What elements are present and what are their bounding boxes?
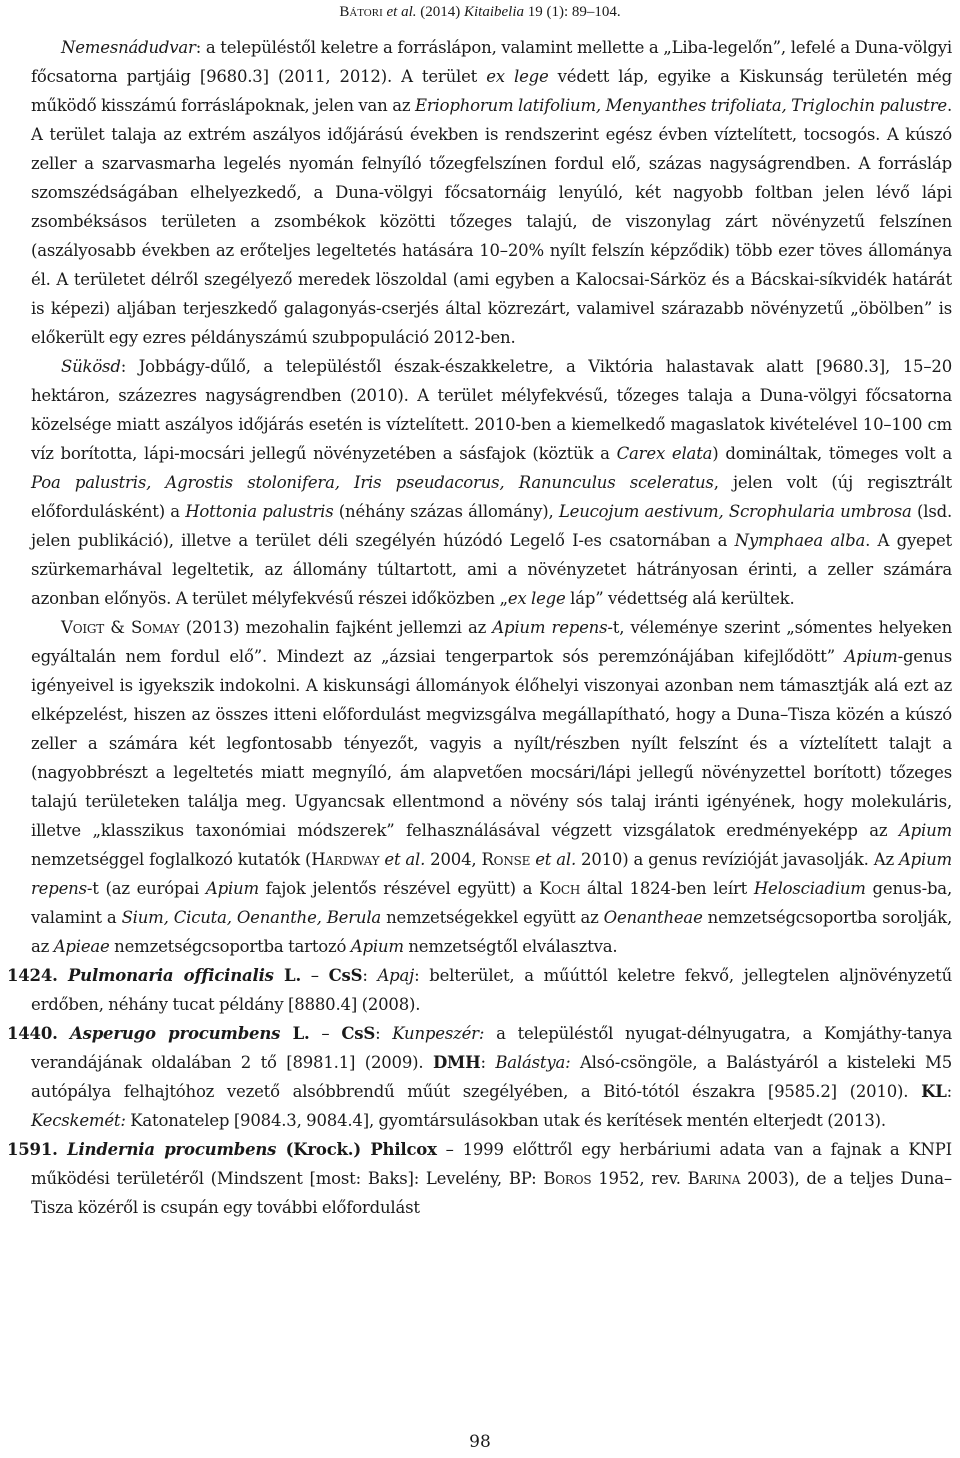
text-run: a településtől nyugat-délnyugatra, a Komjáthy-tanya verandájának oldalában 2 tő [8981.1] (2009). bbox=[31, 1024, 952, 1072]
text-run: nemzetségcsoportba tartozó bbox=[109, 937, 351, 956]
text-run: nemzetséggel foglalkozó kutatók ( bbox=[31, 850, 312, 869]
text-run: – bbox=[309, 1024, 342, 1043]
entry-number: 1440. bbox=[7, 1024, 71, 1043]
region-code: DMH bbox=[432, 1053, 481, 1072]
text-run: 2010) a genus revízióját javasolják. Az bbox=[576, 850, 899, 869]
text-run: Alsó-csöngöle, a Balástyáról a kisteleki M5 autópálya felhajtóhoz vezető alsóbbrendű műút szegélyében, a Bitó-tótól északra [9585.2] (2010). bbox=[31, 1053, 952, 1101]
body-text bbox=[7, 33, 953, 1222]
text-run: : bbox=[480, 1053, 496, 1072]
text-run: : bbox=[362, 966, 378, 985]
text-run: -genus igényeivel is igyekszik indokolni. A kiskunsági állományok élőhelyi viszonyai azonban nem támasztják alá ezt az elképzelést, hiszen az összes itteni előfordulást megvizsgálva megállapítható, hogy a Duna–Tisza közén a kúszó zeller a számára két legfontosabb tényezőt, vagyis a nyílt/részben nyílt felszínt és a víztelített talajt a (nagyobbrészt a legeltetés miatt megnyíló, ám alapvetően mocsári/lápi jellegű növényzettel borított) tőzeges talajú területeken találja meg. Ugyancsak ellentmond a növény sós talaj iránti igényének, hogy molekuláris, illetve „klasszikus taxonómiai módszerek” felhasználásával végzett vizsgálatok eredményeképp az bbox=[31, 647, 952, 840]
locality-name: Apaj bbox=[377, 966, 415, 985]
text-run: (lsd. jelen publikáció), illetve a terület déli szegélyén húzódó Legelő I-es csatornában a bbox=[31, 502, 952, 550]
latin-term: ex lege bbox=[486, 67, 549, 86]
locality-name: Balástya: bbox=[495, 1053, 571, 1072]
header-etal: et al. bbox=[382, 4, 417, 20]
text-run: . A terület talaja az extrém aszályos időjárású években is rendszerint egész évben víztelített, tocsogós. A kúszó zeller a szarvasmarha legelés nyomán felnyíló tőzegfelszínen fordul elő, százas nagyságrendben. A forrásláp szomszédságában elhelyezkedő, a Duna-völgyi főcsatornáig lenyúló, két nagyobb foltban jelen lévő lápi zsombéksásos területen a zsombékok közötti tőzeges talajú, de viszonylag zárt növényzetű felszínen (aszályosabb években az erőteljes legeltetés hatására 10–20% nyílt felszín képződik) több ezer töves állománya él. A területet délről szegélyező meredek löszoldal (ami egyben a Kalocsai-Sárköz és a Bácskai-síkvidék határát is képezi) aljában terjeszkedő galagonyás-cserjés által közrezárt, valamivel szárazabb növényzetű „öbölben” is előkerült egy ezres példányszámú szubpopuláció 2012-ben. bbox=[31, 96, 952, 347]
paragraph-sukosd bbox=[31, 352, 952, 613]
running-head bbox=[0, 2, 960, 22]
tribe-name: Oenantheae bbox=[603, 908, 703, 927]
locality-name: Sükösd bbox=[61, 357, 121, 376]
species-names: Leucojum aestivum, Scrophularia umbrosa bbox=[558, 502, 912, 521]
author-name: Koch bbox=[539, 879, 581, 898]
entry-1440 bbox=[7, 1019, 952, 1135]
text-run: láp” védettség alá kerültek. bbox=[565, 589, 795, 608]
author-name: Boros bbox=[543, 1169, 592, 1188]
text-run: nemzetségekkel együtt az bbox=[381, 908, 604, 927]
text-run: & bbox=[104, 618, 131, 637]
text-run: genus-ba, valamint a bbox=[31, 879, 952, 927]
genus-name: Apium bbox=[844, 647, 898, 666]
taxon-author: (Krock.) Philcox bbox=[276, 1140, 437, 1159]
text-run: ) domináltak, tömeges volt a bbox=[712, 444, 953, 463]
species-names: Poa palustris, Agrostis stolonifera, Iris pseudacorus, Ranunculus sceleratus bbox=[31, 473, 714, 492]
species-name: Apium repens bbox=[31, 850, 952, 898]
header-journal: Kitaibelia bbox=[464, 4, 524, 20]
text-run: . A gyepet szürkemarhával legeltetik, az állomány túltartott, ami a növényzetet hátrányosan érinti, a zeller számára azonban előnyös. A terület mélyfekvésű részei időközben „ bbox=[31, 531, 952, 608]
taxon-name: Pulmonaria officinalis bbox=[67, 966, 274, 985]
entry-1424 bbox=[7, 961, 952, 1019]
text-run: -t, véleménye szerint „sómentes helyeken egyáltalán nem fordul elő”. Mindezt az „ázsiai tengerpartok sós peremzónájában kifejlődött” bbox=[31, 618, 953, 666]
tribe-name: Apieae bbox=[53, 937, 110, 956]
page-number: 98 bbox=[469, 1432, 491, 1452]
species-name: Nymphaea alba bbox=[734, 531, 866, 550]
text-run: Katonatelep [9084.3, 9084.4], gyomtársulásokban utak és kerítések mentén elterjedt (2013). bbox=[125, 1111, 886, 1130]
text-run: (2013) mezohalin fajként jellemzi az bbox=[179, 618, 493, 637]
entry-1591 bbox=[7, 1135, 952, 1222]
paragraph-discussion bbox=[31, 613, 952, 961]
author-name: Voigt bbox=[61, 618, 105, 637]
author-name: Hardway bbox=[311, 850, 380, 869]
text-run: – bbox=[301, 966, 329, 985]
text-run: 1952, rev. bbox=[591, 1169, 688, 1188]
text-run: -t (az európai bbox=[86, 879, 206, 898]
entry-number: 1424. bbox=[7, 966, 68, 985]
region-code: CsS bbox=[341, 1024, 376, 1043]
text-run: : bbox=[375, 1024, 393, 1043]
genus-name: Apium bbox=[350, 937, 404, 956]
et-al: et al. bbox=[530, 850, 576, 869]
taxon-author: L. bbox=[280, 1024, 310, 1043]
locality-name: Nemesnádudvar bbox=[61, 38, 196, 57]
text-run: (néhány százas állomány), bbox=[333, 502, 559, 521]
author-name: Ronse bbox=[481, 850, 531, 869]
genus-name: Apium bbox=[205, 879, 259, 898]
header-author: Bátori bbox=[339, 4, 383, 20]
header-volume: 19 (1): 89–104. bbox=[524, 4, 621, 20]
text-run: által 1824-ben leírt bbox=[580, 879, 754, 898]
text-run: : a településtől keletre a forráslápon, valamint mellette a „Liba-legelőn”, lefelé a Duna-völgyi főcsatorna partjáig [9680.3] (2011, 2012). A terület bbox=[31, 38, 952, 86]
text-run: : Jobbágy-dűlő, a településtől észak-északkeletre, a Viktória halastavak alatt [9680.3], 15–20 hektáron, százezres nagyságrendben (2010). A terület mélyfekvésű, tőzeges talaja a Duna-völgyi főcsatorna közelsége miatt aszályos időjárás esetén is víztelített. 2010-ben a kiemelkedő magaslatok kivételével 10–100 cm víz borította, lápi-mocsári jellegű növényzetében a sásfajok (köztük a bbox=[31, 357, 952, 463]
text-run: nemzetségcsoportba sorolják, az bbox=[31, 908, 952, 956]
locality-name: Kunpeszér: bbox=[392, 1024, 485, 1043]
region-code: KL bbox=[921, 1082, 947, 1101]
et-al: et al. bbox=[379, 850, 426, 869]
text-run: : belterület, a műúttól keletre fekvő, jellegtelen aljnövényzetű erdőben, néhány tucat példány [8880.4] (2008). bbox=[31, 966, 953, 1014]
region-code: CsS bbox=[328, 966, 363, 985]
text-run: – 1999 előttről egy herbáriumi adata van a fajnak a KNPI működési területéről (Mindszent [most: Baks]: Levelény, BP: bbox=[31, 1140, 953, 1188]
taxon-name: Lindernia procumbens bbox=[67, 1140, 277, 1159]
text-run: fajok jelentős részével együtt) a bbox=[258, 879, 540, 898]
header-year: (2014) bbox=[416, 4, 464, 20]
species-name: Apium repens bbox=[492, 618, 608, 637]
author-name: Barina bbox=[687, 1169, 741, 1188]
taxon-name: Asperugo procumbens bbox=[70, 1024, 281, 1043]
paragraph-nemesnadudvar bbox=[31, 33, 952, 352]
locality-name: Kecskemét: bbox=[31, 1111, 126, 1130]
text-run: 2004, bbox=[425, 850, 482, 869]
genus-names: Sium, Cicuta, Oenanthe, Berula bbox=[121, 908, 382, 927]
author-name: Somay bbox=[130, 618, 180, 637]
text-run: , jelen volt (új regisztrált előfordulásként) a bbox=[31, 473, 952, 521]
text-run: 2003), de a teljes Duna–Tisza közéről is csupán egy további előfordulást bbox=[31, 1169, 952, 1217]
genus-name: Helosciadium bbox=[753, 879, 866, 898]
taxon-author: L. bbox=[273, 966, 301, 985]
text-run: : bbox=[946, 1082, 952, 1101]
species-name: Hottonia palustris bbox=[185, 502, 334, 521]
species-name: Carex elata bbox=[616, 444, 713, 463]
entry-number: 1591. bbox=[7, 1140, 68, 1159]
text-run: nemzetségtől elválasztva. bbox=[403, 937, 618, 956]
latin-term: ex lege bbox=[507, 589, 566, 608]
genus-name: Apium bbox=[898, 821, 952, 840]
text-run: védett láp, egyike a Kiskunság területén még működő kisszámú forráslápoknak, jelen van az bbox=[31, 67, 952, 115]
species-names: Eriophorum latifolium, Menyanthes trifoliata, Triglochin palustre bbox=[414, 96, 947, 115]
